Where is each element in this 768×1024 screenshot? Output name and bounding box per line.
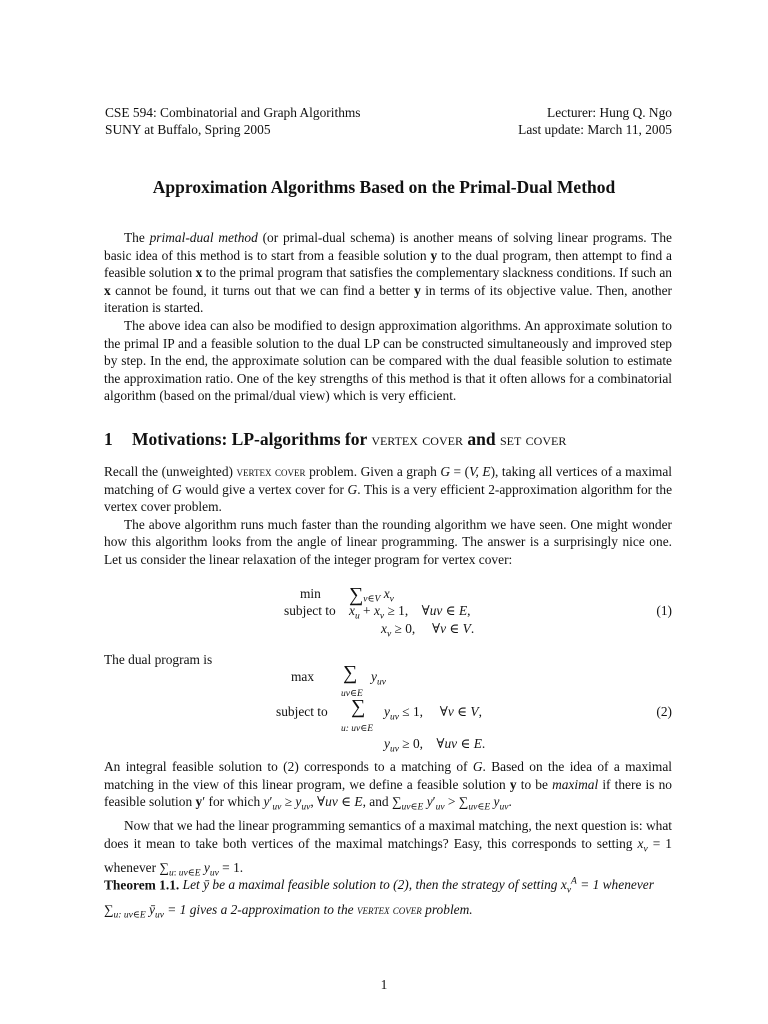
theorem-label: Theorem 1.1. xyxy=(104,877,180,893)
equation-number-2: (2) xyxy=(656,704,672,719)
equation-number-1: (1) xyxy=(656,603,672,618)
theorem-statement: Let ȳ be a maximal feasible solution to (2), then the strategy of setting $x_v^A = 1$ whenever $\sum_{u: uv\in E}$ $ȳ_{uv} = 1$ gives a 2-approximation to the vertex cover problem. xyxy=(104,877,654,921)
discussion-paragraph-1: An integral feasible solution to (2) corresponds to a matching of G. Based on the idea of a maximal matching in the view of this linear program, we define a feasible solution y to be maximal if there is no feasible solution y′ for which $y'_{uv} \ge y_{uv}$, ∀uv ∈ E, and $\sum_{uv\in E}$ $y'_{uv} > \sum_{uv\in E}$ $y_{uv}$. xyxy=(104,759,672,813)
dual-intro: The dual program is xyxy=(104,652,213,667)
motivation-paragraph-1: Recall the (unweighted) vertex cover problem. Given a graph G = (V, E), taking all vertices of a maximal matching of G would give a vertex cover for G. This is a very efficient 2-approximation algorithm for the vertex cover problem. xyxy=(104,464,673,515)
course-term: SUNY at Buffalo, Spring 2005 xyxy=(105,122,271,137)
discussion-paragraph-2: Now that we had the linear programming semantics of a maximal matching, the next question is: what does it mean to take both vertices of the maximal matchings? Easy, this corresponds to setting $x_v = 1$ whenever $\sum_{u: uv\in E}$ $y_{uv} = 1$. xyxy=(104,818,672,879)
lecturer-name: Lecturer: Hung Q. Ngo xyxy=(547,105,672,120)
motivation-paragraph-2: The above algorithm runs much faster than the rounding algorithm we have seen. One might wonder how this algorithm looks from the angle of linear programming. The answer is a surprisingly nice one. Let us consider the linear relaxation of the integer program for vertex cover: xyxy=(104,516,672,567)
matching-discussion xyxy=(104,758,672,884)
intro-paragraph-2: The above idea can also be modified to design approximation algorithms. An approximate solution to the primal IP and a feasible solution to the dual LP can be constructed simultaneously and improved step by step. In the end, the approximate solution can be compared with the dual feasible solution to estimate the approximation ratio. One of the key strengths of this method is that it often allows for a combinatorial algorithm (based on the primal/dual view) which is very efficient. xyxy=(104,317,672,404)
motivation-text xyxy=(104,463,672,569)
document-page: CSE 594: Combinatorial and Graph Algorithms SUNY at Buffalo, Spring 2005 Lecturer: Hung Q. Ngo Last update: March 11, 2005 Approximation Algorithms Based on the Primal-Dual Method The primal-dual method (or primal-dual schema) is another means of solving linear programs. The basic idea of this method is to start from a feasible solution y to the dual program, then attempt to find a feasible solution x to the primal program that satisfies the complementary slackness conditions. If such an x cannot be found, it turns out that we can find a better y in terms of its objective value. Then, another iteration is started. The above idea can also be modified to design approximation algorithms. An approximate solution to the primal IP and a feasible solution to the dual LP can be constructed simultaneously and improved step by step. In the end, the approximate solution can be compared with the dual feasible solution to estimate the approximation ratio. One of the key strengths of this method is that it often allows for a combinatorial algorithm (based on the primal/dual view) which is very efficient. 1 Motivations: LP-algorithms for vertex cover and set cover Recall the (unweighted) vertex cover problem. Given a graph G = (V, E), taking all vertices of a maximal matching of G would give a vertex cover for G. This is a very efficient 2-approximation algorithm for the vertex cover problem. The above algorithm runs much faster than the rounding algorithm we have seen. One might wonder how this algorithm looks from the angle of linear programming. The answer is a surprisingly nice one. Let us consider the linear relaxation of the integer program for vertex cover: min $\sum_{v\in V}$ $x_v$ subject to $x_u + x_v \ge 1$, ∀uv ∈ E, $x_v \ge 0$, ∀v ∈ V. (1) The dual program is max ∑ uv∈E $y_{uv}$ subject to ∑ u: uv∈E $y_{uv} \le 1$, ∀v ∈ V, $y_{uv} \ge 0$, ∀uv ∈ E. (2) An integral feasible solution to (2) corresponds to a matching of G. Based on the idea of a maximal matching in the view of this linear program, we define a feasible solution y to be maximal if there is no feasible solution y′ for which $y'_{uv} \ge y_{uv}$, ∀uv ∈ E, and $\sum_{uv\in E}$ $y'_{uv} > \sum_{uv\in E}$ $y_{uv}$. Now that we had the linear programming semantics of a maximal matching, the next question is: what does it mean to take both vertices of the maximal matchings? Easy, this corresponds to setting $x_v = 1$ whenever $\sum_{u: uv\in E}$ $y_{uv} = 1$. Theorem 1.1. Let ȳ be a maximal feasible solution to (2), then the strategy of setting $x_v^A = 1$ whenever $\sum_{u: uv\in E}$ $ȳ_{uv} = 1$ gives a 2-approximation to the vertex cover problem. 1 xyxy=(0,0,768,1024)
document-title: Approximation Algorithms Based on the Primal-Dual Method xyxy=(152,177,616,197)
intro-section xyxy=(104,229,672,405)
intro-paragraph-1: The primal-dual method (or primal-dual schema) is another means of solving linear programs. The basic idea of this method is to start from a feasible solution y to the dual program, then attempt to find a feasible solution x to the primal program that satisfies the complementary slackness conditions. If such an x cannot be found, it turns out that we can find a better y in terms of its objective value. Then, another iteration is started. xyxy=(104,230,673,316)
page-number: 1 xyxy=(380,977,388,992)
course-name: CSE 594: Combinatorial and Graph Algorithms xyxy=(105,105,361,120)
section-number: 1 xyxy=(104,429,113,449)
section-heading: 1 Motivations: LP-algorithms for vertex cover and set cover xyxy=(104,429,567,449)
theorem-1-1 xyxy=(104,874,672,925)
last-update: Last update: March 11, 2005 xyxy=(518,122,672,137)
